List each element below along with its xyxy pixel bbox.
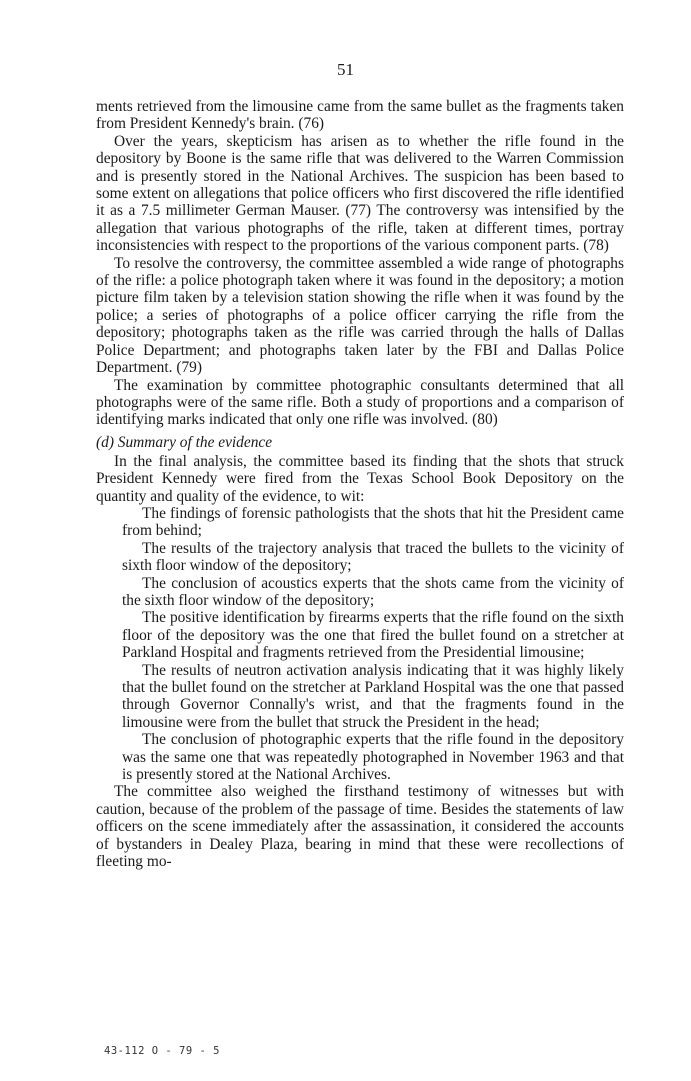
finding-item: The findings of forensic pathologists that the shots that hit the President came from behind; xyxy=(122,504,624,540)
paragraph: Over the years, skepticism has arisen as to whether the rifle found in the depository by Boone is the same rifle that was delivered to the Warren Commission and is presently stored in the National Archives. The suspicion has been based to some extent on allegations that police officers who first discovered the rifle identified it as a 7.5 millimeter German Mauser. (77) The controversy was intensified by the allegation that various photographs of the rifle, taken at different times, portray inconsistencies with respect to the proportions of the various component parts. (78) xyxy=(96,132,624,255)
finding-item: The conclusion of acoustics experts that the shots came from the vicinity of the sixth floor window of the depository; xyxy=(122,574,624,609)
finding-item: The results of neutron activation analysis indicating that it was highly likely that the bullet found on the stretcher at Parkland Hospital was the one that passed through Governor Connally's wrist, and that the fragments found in the limousine were from the bullet that struck the President in the head; xyxy=(122,661,624,731)
print-code-footer: 43-112 O - 79 - 5 xyxy=(104,1045,220,1057)
finding-item: The positive identification by firearms experts that the rifle found on the sixth floor of the depository was the one that fired the bullet found on a stretcher at Parkland Hospital and fragments retrieved from the Presidential limousine; xyxy=(122,609,624,662)
section-heading: (d) Summary of the evidence xyxy=(96,433,273,451)
paragraph: The examination by committee photographic consultants determined that all photographs were of the same rifle. Both a study of proportions and a comparison of identifying marks indicated that only one rifle was involved. (80) xyxy=(96,376,624,429)
body-text xyxy=(96,98,624,870)
intro-paragraph: In the final analysis, the committee based its finding that the shots that struck President Kennedy were fired from the Texas School Book Depository on the quantity and quality of the evidence, to wit: xyxy=(96,452,624,505)
closing-paragraph: The committee also weighed the firsthand testimony of witnesses but with caution, because of the problem of the passage of time. Besides the statements of law officers on the scene immediately after the assassination, it considered the accounts of bystanders in Dealey Plaza, bearing in mind that these were recollections of fleeting mo- xyxy=(96,783,624,871)
finding-item: The results of the trajectory analysis that traced the bullets to the vicinity of sixth floor window of the depository; xyxy=(122,539,624,575)
page-number: 51 xyxy=(337,60,354,79)
paragraph: To resolve the controversy, the committee assembled a wide range of photographs of the rifle: a police photograph taken where it was found in the depository; a motion picture film taken by a television station showing the rifle when it was found by the police; a series of photographs of a police officer carrying the rifle from the depository; photographs taken as the rifle was carried through the halls of Dallas Police Department; and photographs taken later by the FBI and Dallas Police Department. (79) xyxy=(96,254,624,377)
finding-item: The conclusion of photographic experts that the rifle found in the depository was the same one that was repeatedly photographed in November 1963 and that is presently stored at the National Archives. xyxy=(122,731,624,784)
paragraph: ments retrieved from the limousine came from the same bullet as the fragments taken from President Kennedy's brain. (76) xyxy=(96,98,624,133)
